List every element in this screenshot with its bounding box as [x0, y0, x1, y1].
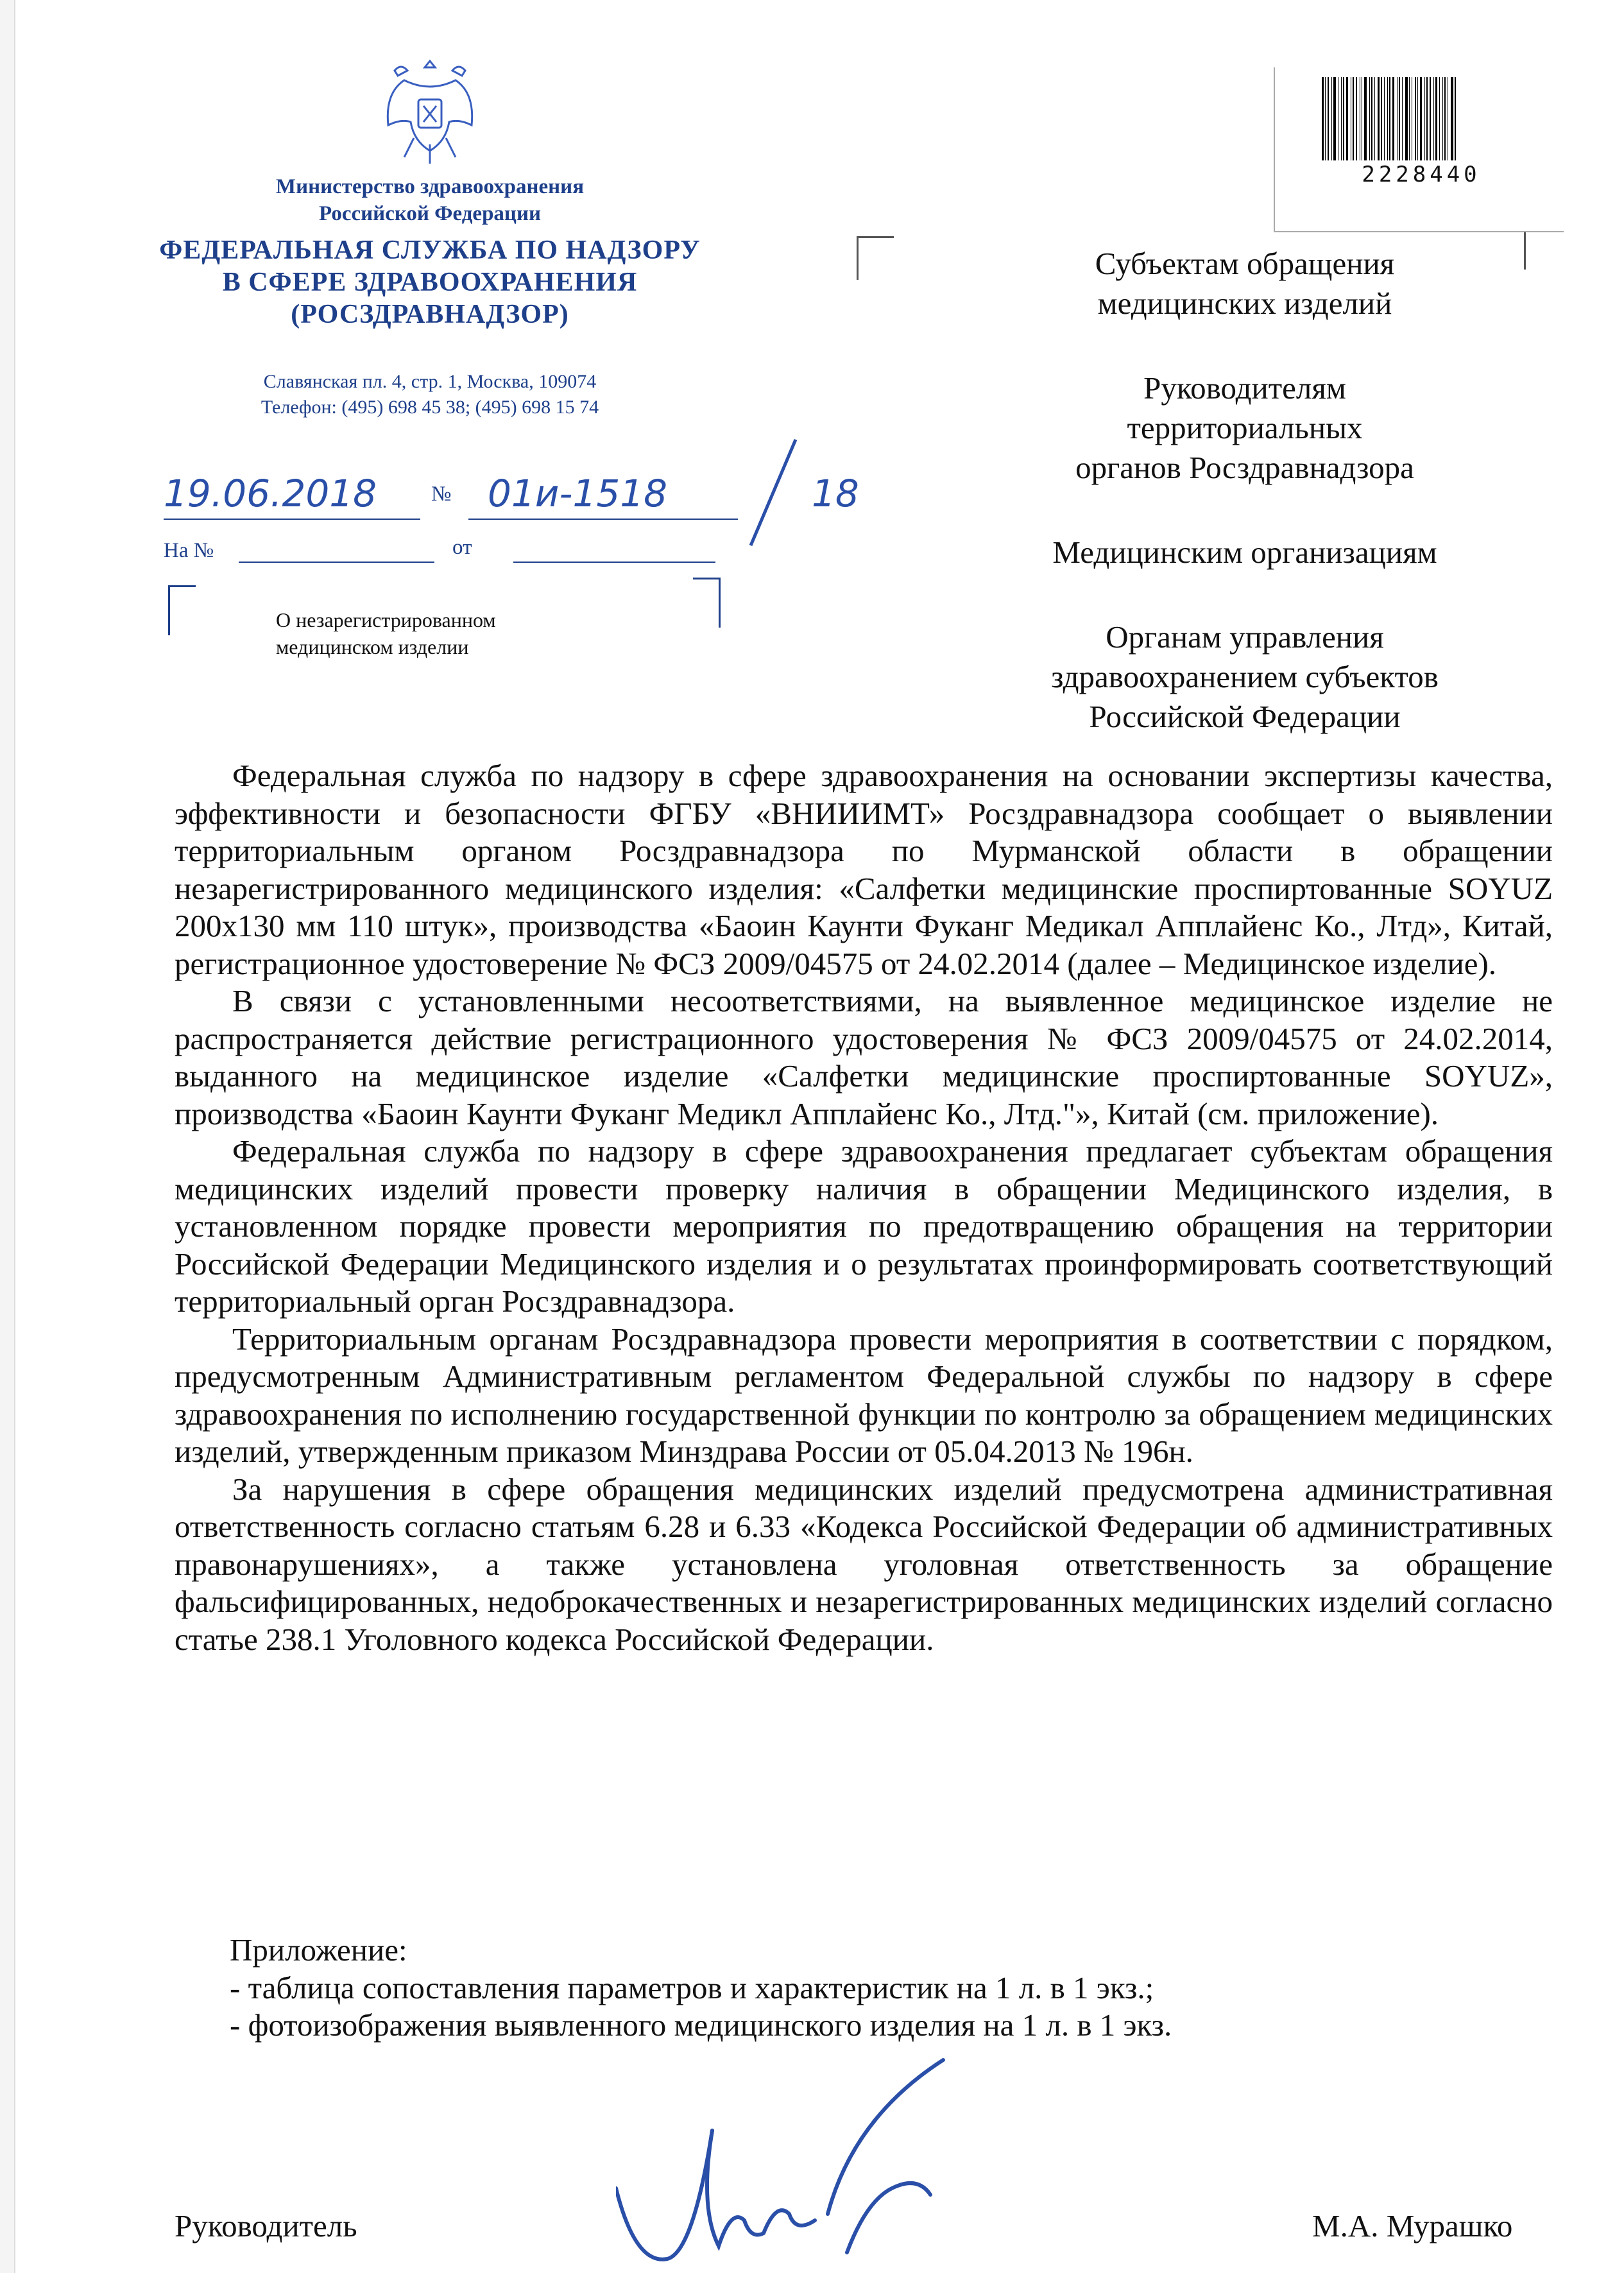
barcode-bar	[1333, 77, 1336, 160]
ministry-name: Министерство здравоохранения Российской Федерации	[275, 175, 585, 225]
registration-date: 19.06.2018	[164, 472, 377, 515]
reference-label: На №	[164, 539, 214, 562]
letter-subject: О незарегистрированном медицинском изделии	[276, 608, 496, 658]
barcode-bar	[1353, 77, 1354, 160]
barcode-bar	[1364, 77, 1367, 160]
date-underline	[164, 519, 420, 520]
letter-body	[175, 757, 1553, 1658]
barcode-bar	[1426, 77, 1428, 160]
addressee-3: Медицинским организациям	[1052, 535, 1437, 570]
subject-bracket-left	[168, 585, 196, 635]
subject-bracket-right	[693, 578, 721, 628]
barcode-bar	[1435, 77, 1437, 160]
barcode-bar	[1384, 77, 1385, 160]
barcode-bar	[1415, 77, 1416, 160]
addressee-4: Органам управления здравоохранением субъектов Российской Федерации	[1051, 619, 1439, 734]
handwritten-slash	[731, 436, 808, 552]
barcode-bar	[1343, 77, 1344, 160]
russian-coat-of-arms-icon	[379, 48, 481, 170]
barcode-bar	[1341, 77, 1342, 160]
barcode-bar	[1322, 77, 1324, 160]
barcode-bar	[1420, 77, 1422, 160]
barcode-bar	[1424, 77, 1425, 160]
barcode-bar	[1356, 77, 1357, 160]
barcode-bar	[1378, 77, 1380, 160]
appendix-item: - таблица сопоставления параметров и характеристик на 1 л. в 1 экз.;	[230, 1969, 1154, 2005]
sender-address: Славянская пл. 4, стр. 1, Москва, 109074 Телефон: (495) 698 45 38; (495) 698 15 74	[261, 371, 599, 418]
addressee-1: Субъектам обращения медицинских изделий	[1095, 246, 1395, 321]
barcode-bar	[1444, 77, 1446, 160]
barcode-bar	[1389, 77, 1390, 160]
barcode-bar	[1409, 77, 1410, 160]
barcode-bar	[1442, 77, 1443, 160]
body-paragraph: Федеральная служба по надзору в сфере здравоохранения предлагает субъектам обращения медицинских изделий провести проверку наличия в обращении Медицинского изделия, в установленном порядке провести мероприятия по предотвращению обращения на территории Российской Федерации Медицинского изделия и о результатах проинформировать соответствующий территориальный орган Росздравнадзора.	[175, 1133, 1553, 1319]
body-paragraph: Федеральная служба по надзору в сфере здравоохранения на основании экспертизы качества, эффективности и безопасности ФГБУ «ВНИИИМТ» Росздравнадзора сообщает о выявлении территориальным органом Росздравнадзора по Мурманской области в обращении незарегистрированного медицинского изделия: «Салфетки медицинские проспиртованные SOYUZ 200х130 мм 110 штук», производства «Баоин Каунти Фуканг Медикал Апплайенс Ко., Лтд», Китай, регистрационное удостоверение № ФСЗ 2009/04575 от 24.02.2014 (далее – Медицинское изделие).	[175, 758, 1553, 981]
barcode-bar	[1325, 77, 1326, 160]
addressee-bracket-left	[857, 236, 894, 280]
barcode-bar	[1417, 77, 1418, 160]
body-paragraph: Территориальным органам Росздравнадзора провести мероприятия в соответствии с порядком, предусмотренным Административным регламентом Федеральной службы по надзору в сфере здравоохранения по исполнению государственной функции по контролю за обращением медицинских изделий, утвержденным приказом Минздрава России от 05.04.2013 № 196н.	[175, 1321, 1553, 1469]
reference-from-label: от	[452, 536, 472, 559]
barcode-icon	[1322, 77, 1521, 160]
number-underline	[468, 519, 738, 520]
barcode-bar	[1369, 77, 1370, 160]
addressee-block	[962, 244, 1527, 782]
registration-year: 18	[812, 472, 859, 515]
scan-left-edge	[0, 0, 15, 2273]
barcode-bar	[1381, 77, 1382, 160]
barcode-bar	[1402, 77, 1403, 160]
barcode-bar	[1455, 77, 1456, 160]
barcode-bar	[1328, 77, 1329, 160]
barcode-bar	[1331, 77, 1332, 160]
signatory-position: Руководитель	[175, 2208, 357, 2243]
reference-number-line	[239, 562, 434, 563]
appendix	[230, 1932, 1513, 2045]
signatory-name: М.А. Мурашко	[1312, 2208, 1513, 2243]
barcode-number: 2228440	[1362, 162, 1481, 187]
service-name: ФЕДЕРАЛЬНАЯ СЛУЖБА ПО НАДЗОРУ В СФЕРЕ ЗДРАВООХРАНЕНИЯ (РОСЗДРАВНАДЗОР)	[159, 236, 701, 329]
body-paragraph: За нарушения в сфере обращения медицинских изделий предусмотрена административная ответственность согласно статьям 6.28 и 6.33 «Кодекса Российской Федерации об административных правонарушениях», а также установлена уголовная ответственность за обращение фальсифицированных, недоброкачественных и незарегистрированных медицинских изделий согласно статье 238.1 Уголовного кодекса Российской Федерации.	[175, 1471, 1553, 1657]
barcode-bar	[1374, 77, 1375, 160]
addressee-2: Руководителям территориальных органов Росздравнадзора	[1075, 370, 1414, 485]
barcode-bar	[1430, 77, 1431, 160]
registration-number: 01и-1518	[488, 472, 668, 515]
barcode-bar	[1392, 77, 1394, 160]
barcode-bar	[1387, 77, 1388, 160]
handwritten-signature	[616, 2041, 975, 2272]
body-paragraph: В связи с установленными несоответствиями, на выявленное медицинское изделие не распространяется действие регистрационного удостоверения № ФСЗ 2009/04575 от 24.02.2014, выданного на медицинское изделие «Салфетки медицинские проспиртованные SOYUZ», производства «Баоин Каунти Фуканг Медикл Апплайенс Ко., Лтд."», Китай (см. приложение).	[175, 983, 1553, 1131]
barcode-bar	[1399, 77, 1400, 160]
barcode-bar	[1346, 77, 1348, 160]
barcode-bar	[1405, 77, 1408, 160]
appendix-item: - фотоизображения выявленного медицинского изделия на 1 л. в 1 экз.	[230, 2007, 1172, 2043]
barcode-bar	[1439, 77, 1440, 160]
reference-date-line	[513, 562, 715, 563]
number-sign: №	[431, 483, 452, 506]
appendix-title: Приложение:	[230, 1932, 407, 1968]
barcode-bar	[1451, 77, 1453, 160]
barcode-bar	[1433, 77, 1434, 160]
barcode-bar	[1371, 77, 1372, 160]
